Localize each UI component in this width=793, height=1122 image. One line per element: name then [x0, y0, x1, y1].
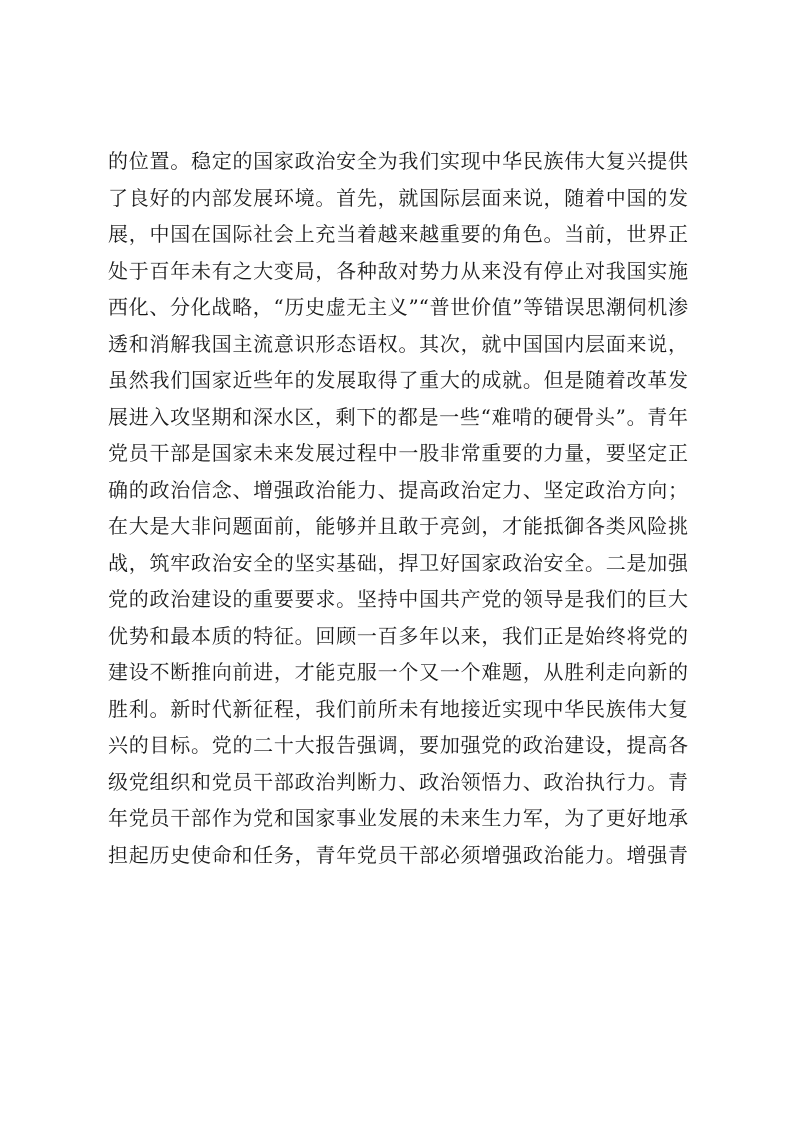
- text-line: 优势和最本质的特征。回顾一百多年以来，我们正是始终将党的: [108, 623, 688, 648]
- text-line: 党员干部是国家未来发展过程中一股非常重要的力量，要坚定正: [108, 441, 688, 465]
- text-line: 党的政治建设的重要要求。坚持中国共产党的领导是我们的巨大: [108, 587, 688, 611]
- text-line: 级党组织和党员干部政治判断力、政治领悟力、政治执行力。青: [108, 769, 688, 794]
- text-line: 在大是大非问题面前，能够并且敢于亮剑，才能抵御各类风险挑: [108, 514, 688, 538]
- text-line: 展，中国在国际社会上充当着越来越重要的角色。当前，世界正: [108, 222, 688, 246]
- text-line: 确的政治信念、增强政治能力、提高政治定力、坚定政治方向；: [108, 477, 688, 502]
- text-line: 兴的目标。党的二十大报告强调，要加强党的政治建设，提高各: [108, 733, 688, 757]
- text-line: 的位置。稳定的国家政治安全为我们实现中华民族伟大复兴提供: [108, 149, 688, 173]
- text-line: 西化、分化战略，“历史虚无主义”“普世价值”等错误思潮伺机渗: [108, 295, 688, 319]
- text-line: 了良好的内部发展环境。首先，就国际层面来说，随着中国的发: [108, 185, 688, 210]
- text-line: 年党员干部作为党和国家事业发展的未来生力军，为了更好地承: [108, 806, 688, 830]
- text-line: 战，筑牢政治安全的坚实基础，捍卫好国家政治安全。二是加强: [108, 550, 688, 575]
- text-line: 处于百年未有之大变局，各种敌对势力从来没有停止对我国实施: [108, 258, 688, 283]
- body-text: [108, 143, 688, 873]
- text-line: 胜利。新时代新征程，我们前所未有地接近实现中华民族伟大复: [108, 696, 688, 721]
- text-line: 展进入攻坚期和深水区，剩下的都是一些“难啃的硬骨头”。青年: [108, 404, 688, 429]
- text-line: 透和消解我国主流意识形态语权。其次，就中国国内层面来说，: [108, 331, 688, 356]
- text-line: 建设不断推向前进，才能克服一个又一个难题，从胜利走向新的: [108, 660, 688, 684]
- text-line: 虽然我们国家近些年的发展取得了重大的成就。但是随着改革发: [108, 368, 688, 392]
- text-line: 担起历史使命和任务，青年党员干部必须增强政治能力。增强青: [108, 842, 688, 867]
